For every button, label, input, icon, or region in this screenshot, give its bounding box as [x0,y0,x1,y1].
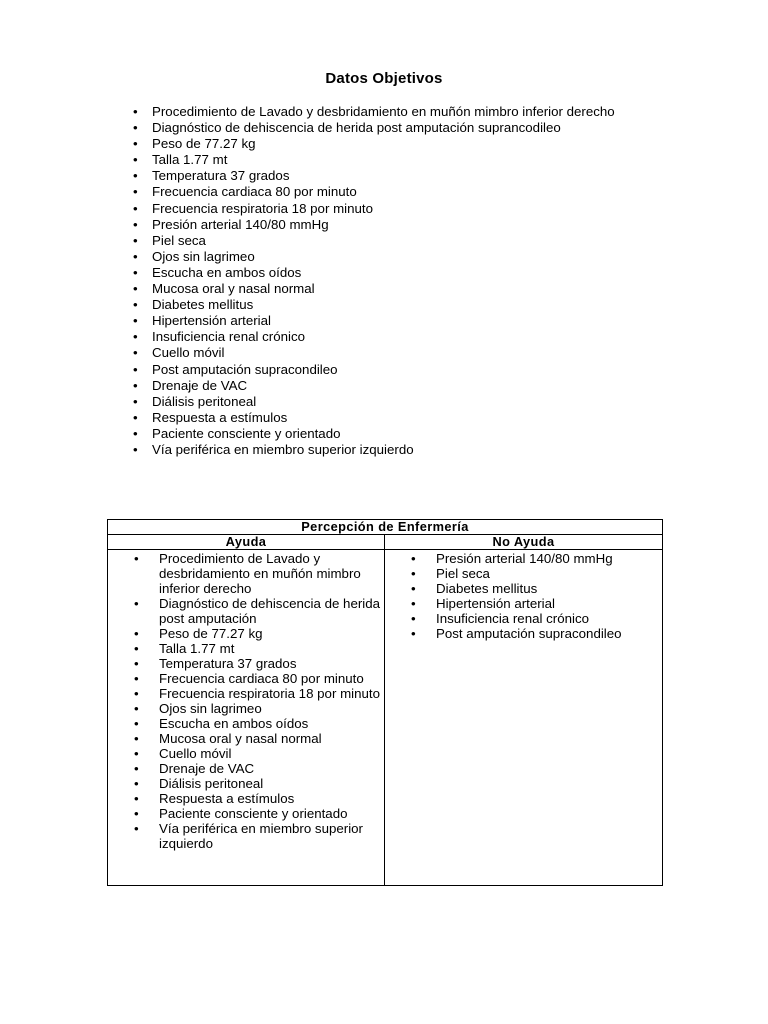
list-item: • Presión arterial 140/80 mmHg [133,217,653,233]
ayuda-list-item: • Cuello móvil [134,746,384,761]
list-item: • Peso de 77.27 kg [133,136,653,152]
list-item: • Diálisis peritoneal [133,394,653,410]
ayuda-list-item: • Diagnóstico de dehiscencia de herida post amputación [134,596,384,626]
ayuda-cell [108,550,385,886]
ayuda-list-item: • Talla 1.77 mt [134,641,384,656]
objective-data-list [133,104,653,458]
list-item: • Vía periférica en miembro superior izquierdo [133,442,653,458]
ayuda-list-item: • Drenaje de VAC [134,761,384,776]
no-ayuda-list-item: • Diabetes mellitus [411,581,662,596]
no-ayuda-list-item: • Presión arterial 140/80 mmHg [411,551,662,566]
ayuda-list-item: • Temperatura 37 grados [134,656,384,671]
ayuda-list-item: • Respuesta a estímulos [134,791,384,806]
list-item: • Ojos sin lagrimeo [133,249,653,265]
list-item: • Insuficiencia renal crónico [133,329,653,345]
table-header-row [108,535,663,550]
list-item: • Frecuencia respiratoria 18 por minuto [133,201,653,217]
list-item: • Cuello móvil [133,345,653,361]
no-ayuda-list-item: • Post amputación supracondileo [411,626,662,641]
list-item: • Talla 1.77 mt [133,152,653,168]
page-title: Datos Objetivos [325,70,443,87]
list-item: • Piel seca [133,233,653,249]
no-ayuda-list-item: • Hipertensión arterial [411,596,662,611]
list-item: • Temperatura 37 grados [133,168,653,184]
list-item: • Paciente consciente y orientado [133,426,653,442]
nursing-perception-table [107,519,663,886]
list-item: • Hipertensión arterial [133,313,653,329]
no-ayuda-cell [385,550,663,886]
table-title: Percepción de Enfermería [108,520,663,535]
list-item: • Frecuencia cardiaca 80 por minuto [133,184,653,200]
column-header-no-ayuda: No Ayuda [385,535,663,550]
column-header-ayuda: Ayuda [108,535,385,550]
ayuda-list-item: • Escucha en ambos oídos [134,716,384,731]
ayuda-list-item: • Frecuencia cardiaca 80 por minuto [134,671,384,686]
ayuda-list-item: • Mucosa oral y nasal normal [134,731,384,746]
no-ayuda-list-item: • Piel seca [411,566,662,581]
list-item: • Respuesta a estímulos [133,410,653,426]
list-item: • Diabetes mellitus [133,297,653,313]
list-item: • Mucosa oral y nasal normal [133,281,653,297]
list-item: • Drenaje de VAC [133,378,653,394]
list-item: • Procedimiento de Lavado y desbridamiento en muñón mimbro inferior derecho [133,104,653,120]
list-item: • Escucha en ambos oídos [133,265,653,281]
ayuda-list-item: • Frecuencia respiratoria 18 por minuto [134,686,384,701]
ayuda-list-item: • Procedimiento de Lavado y desbridamiento en muñón mimbro inferior derecho [134,551,384,596]
ayuda-list-item: • Peso de 77.27 kg [134,626,384,641]
no-ayuda-list-item: • Insuficiencia renal crónico [411,611,662,626]
no-ayuda-list [385,550,662,641]
list-item: • Post amputación supracondileo [133,362,653,378]
ayuda-list-item: • Vía periférica en miembro superior izquierdo [134,821,384,851]
ayuda-list-item: • Ojos sin lagrimeo [134,701,384,716]
list-item: • Diagnóstico de dehiscencia de herida post amputación suprancodileo [133,120,653,136]
table-title-row [108,520,663,535]
table-row [108,550,663,886]
ayuda-list-item: • Paciente consciente y orientado [134,806,384,821]
ayuda-list-item: • Diálisis peritoneal [134,776,384,791]
ayuda-list [108,550,384,851]
